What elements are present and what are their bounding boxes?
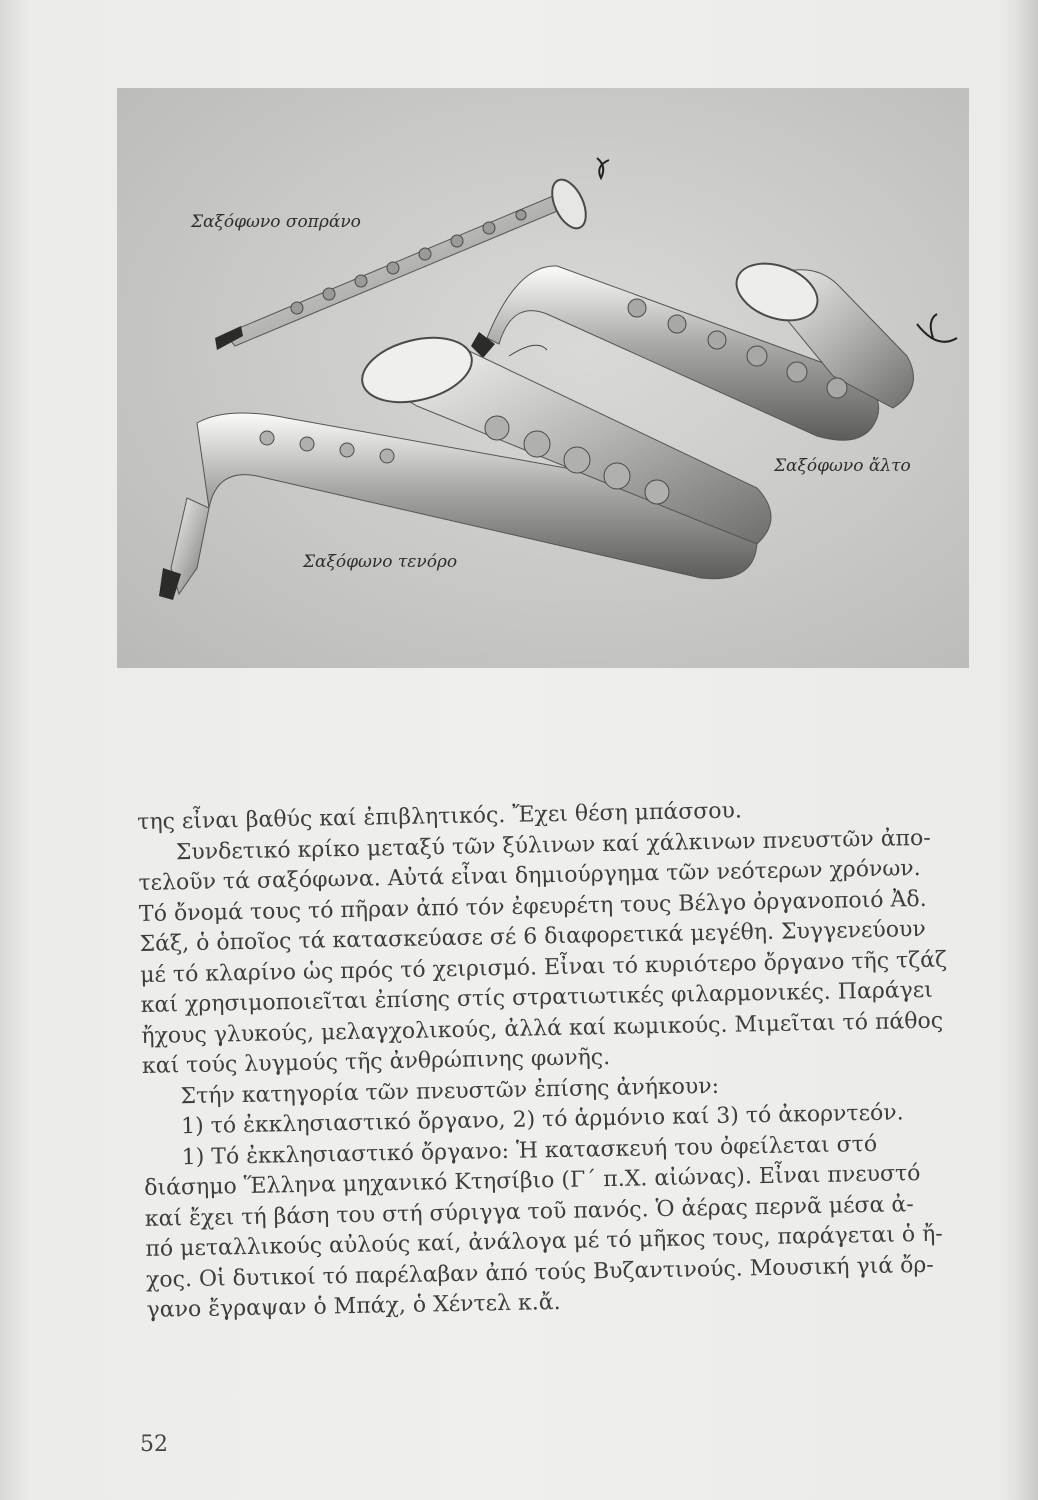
caption-soprano: Σαξόφωνο σοπράνο <box>191 212 361 232</box>
text-line: ἤχους γλυκούς, μελαγχολικούς, ἀλλά καί κωμικούς. Μιμεῖται τό πάθος <box>141 1008 944 1049</box>
body-text <box>137 792 987 1327</box>
caption-alto: Σαξόφωνο ἄλτο <box>774 456 911 476</box>
text-line: πό μεταλλικούς αὐλούς καί, ἀνάλογα μέ τό μῆκος τους, παράγεται ὁ ἤ- <box>145 1221 943 1262</box>
text-line: μέ τό κλαρίνο ὡς πρός τό χειρισμό. Εἶναι τό κυριότερο ὄργανο τῆς τζάζ <box>139 946 948 988</box>
saxophones-photo <box>117 88 969 668</box>
text-line: καί τούς λυγμούς τῆς ἀνθρώπινης φωνῆς. <box>141 1044 611 1079</box>
handwritten-mark <box>917 314 957 342</box>
saxophones-illustration <box>117 88 969 668</box>
text-line: Συνδετικό κρίκο μεταξύ τῶν ξύλινων καί χάλκινων πνευστῶν ἀπο- <box>175 825 931 865</box>
text-line: καί ἔχει τή βάση του στή σύριγγα τοῦ πανός. Ὁ ἀέρας περνᾶ μέσα ἀ- <box>144 1191 914 1232</box>
handwritten-mark <box>597 158 609 178</box>
text-line: Στήν κατηγορία τῶν πνευστῶν ἐπίσης ἀνήκουν: <box>180 1073 720 1109</box>
text-line: Σάξ, ὁ ὁποῖος τά κατασκεύασε σέ 6 διαφορετικά μεγέθη. Συγγενεύουν <box>139 916 926 957</box>
text-line: καί χρησιμοποιεῖται ἐπίσης στίς στρατιωτικές φιλαρμονικές. Παράγει <box>140 977 934 1018</box>
text-line: χος. Οἱ δυτικοί τό παρέλαβαν ἀπό τούς Βυζαντινούς. Μουσική γιά ὄρ- <box>145 1252 934 1293</box>
text-line: 1) τό ἐκκλησιαστικό ὄργανο, 2) τό ἁρμόνιο καί 3) τό ἀκορντεόν. <box>180 1100 904 1140</box>
caption-tenor: Σαξόφωνο τενόρο <box>303 552 458 572</box>
soprano-saxophone <box>215 175 593 350</box>
page-edge-shadow <box>1014 0 1038 1500</box>
text-line: Τό ὄνομά τους τό πῆραν ἀπό τόν ἐφευρέτη τους Βέλγο ὀργανοποιό Ἀδ. <box>138 886 927 927</box>
page-number: 52 <box>140 1432 168 1457</box>
text-line: της εἶναι βαθύς καί ἐπιβλητικός. Ἔχει θέση μπάσσου. <box>137 798 743 835</box>
text-line: γανο ἔγραψαν ὁ Μπάχ, ὁ Χέντελ κ.ἄ. <box>146 1289 561 1323</box>
text-line: διάσημο Ἕλληνα μηχανικό Κτησίβιο (Γ΄ π.Χ. αἰώνας). Εἶναι πνευστό <box>144 1161 921 1201</box>
text-line: τελοῦν τά σαξόφωνα. Αὐτά εἶναι δημιούργημα τῶν νεότερων χρόνων. <box>138 855 921 896</box>
text-line: 1) Τό ἐκκλησιαστικό ὄργανο: Ἡ κατασκευή του ὀφείλεται στό <box>181 1131 878 1170</box>
